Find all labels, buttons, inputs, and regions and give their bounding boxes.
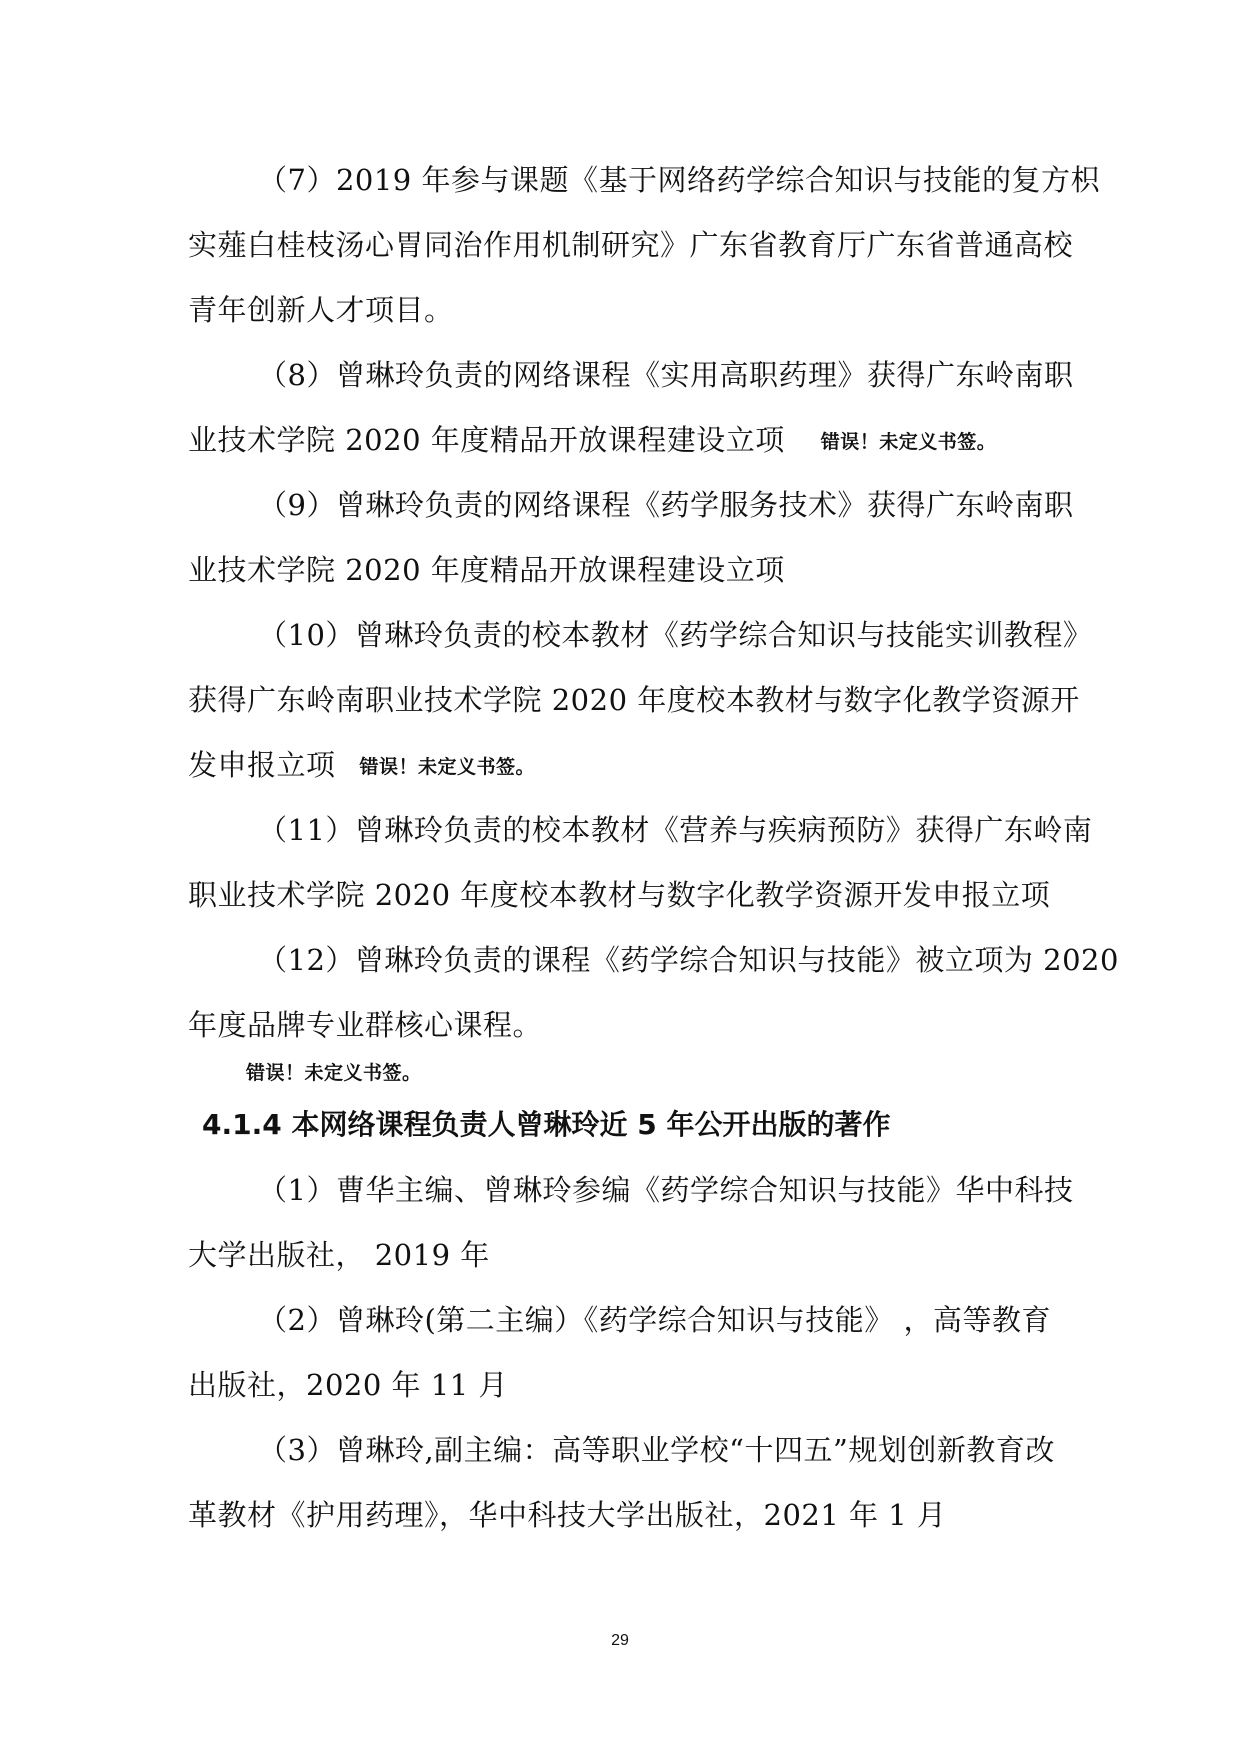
paragraph-line: （11）曾琳玲负责的校本教材《营养与疾病预防》获得广东岭南	[258, 813, 1093, 847]
paragraph-line	[188, 420, 996, 464]
bookmark-error-text: 错误！未定义书签。	[820, 431, 997, 453]
paragraph-line: 职业技术学院 2020 年度校本教材与数字化教学资源开发申报立项	[188, 878, 1051, 912]
paragraph-line: （12）曾琳玲负责的课程《药学综合知识与技能》被立项为 2020	[258, 943, 1119, 977]
paragraph-text: 业技术学院 2020 年度精品开放课程建设立项	[188, 423, 785, 457]
paragraph-line: （7）2019 年参与课题《基于网络药学综合知识与技能的复方枳	[258, 163, 1100, 197]
page-number: 29	[611, 1632, 629, 1649]
paragraph-line: 青年创新人才项目。	[188, 293, 454, 327]
bookmark-error-text: 错误！未定义书签。	[359, 756, 536, 778]
section-heading: 4.1.4 本网络课程负责人曾琳玲近 5 年公开出版的著作	[202, 1108, 891, 1141]
paragraph-line: 实薤白桂枝汤心胃同治作用机制研究》广东省教育厅广东省普通高校	[188, 228, 1074, 262]
paragraph-line: （10）曾琳玲负责的校本教材《药学综合知识与技能实训教程》	[258, 618, 1093, 652]
paragraph-line: 获得广东岭南职业技术学院 2020 年度校本教材与数字化教学资源开	[188, 683, 1080, 717]
paragraph-line: 出版社，2020 年 11 月	[188, 1368, 508, 1402]
paragraph-line	[188, 745, 535, 789]
paragraph-line: 业技术学院 2020 年度精品开放课程建设立项	[188, 553, 785, 587]
paragraph-line: （1）曹华主编、曾琳玲参编《药学综合知识与技能》华中科技	[258, 1173, 1074, 1207]
paragraph-line: 大学出版社， 2019 年	[188, 1238, 490, 1272]
paragraph-line: （9）曾琳玲负责的网络课程《药学服务技术》获得广东岭南职	[258, 488, 1074, 522]
paragraph-line: （3）曾琳玲,副主编：高等职业学校“十四五”规划创新教育改	[258, 1433, 1055, 1467]
paragraph-text: 发申报立项	[188, 748, 336, 782]
paragraph-line: （8）曾琳玲负责的网络课程《实用高职药理》获得广东岭南职	[258, 358, 1074, 392]
bookmark-error-text: 错误！未定义书签。	[246, 1062, 422, 1084]
paragraph-line: 革教材《护用药理》，华中科技大学出版社，2021 年 1 月	[188, 1498, 947, 1532]
paragraph-line: 年度品牌专业群核心课程。	[188, 1008, 543, 1042]
paragraph-line: （2）曾琳玲(第二主编）《药学综合知识与技能》 ，高等教育	[258, 1303, 1051, 1337]
